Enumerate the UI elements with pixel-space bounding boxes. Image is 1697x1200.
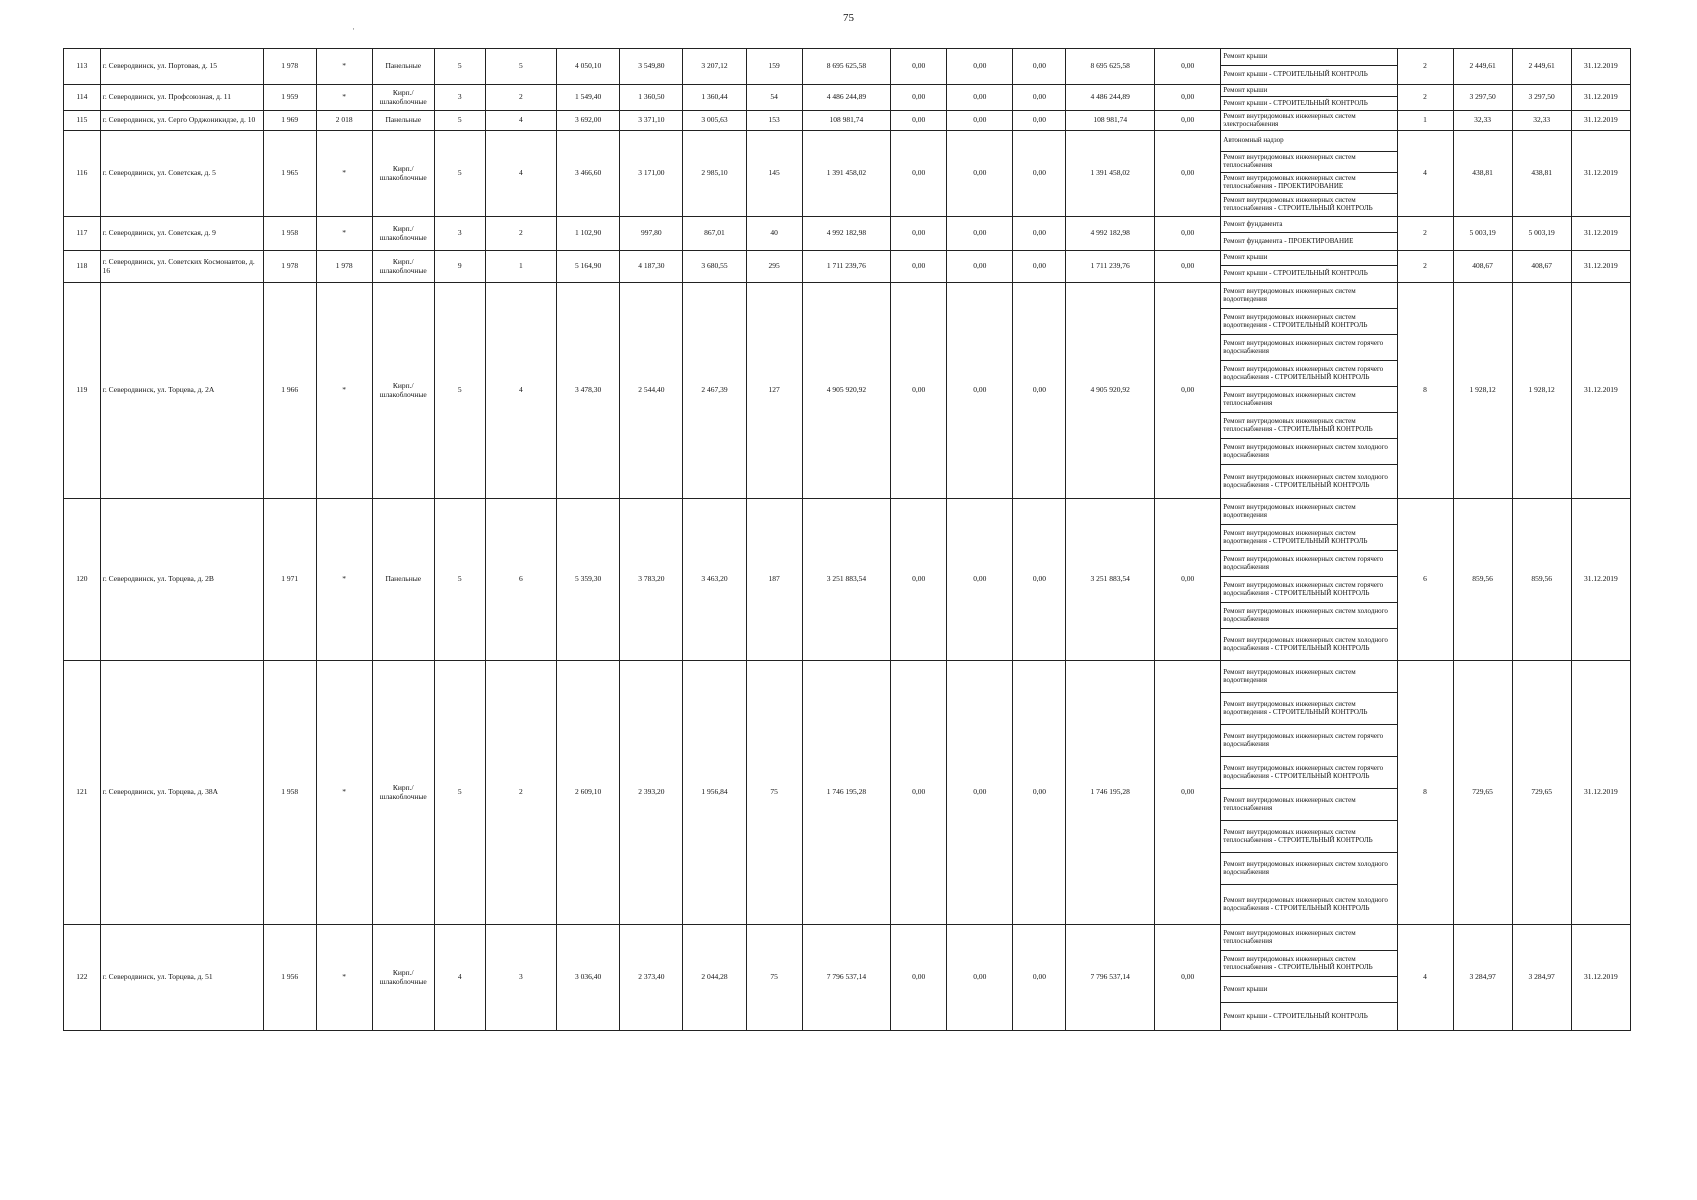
premises-area-cell: 3 783,20 [620, 499, 683, 661]
premises-area-cell: 3 171,00 [620, 131, 683, 217]
deadline-cell: 31.12.2019 [1571, 111, 1630, 131]
unit-cost-limit-cell: 3 297,50 [1512, 85, 1571, 111]
fund-municipal-cell: 0,00 [1013, 283, 1066, 499]
works-count-cell: 2 [1397, 251, 1453, 283]
fund-owners-cell: 1 746 195,28 [1066, 661, 1155, 925]
total-area-cell: 3 036,40 [557, 925, 620, 1031]
page-number: 75 [843, 12, 854, 24]
table-row [64, 131, 1631, 217]
unit-cost-cell: 3 284,97 [1453, 925, 1512, 1031]
fund-owners-cell: 4 905 920,92 [1066, 283, 1155, 499]
floors-cell: 4 [434, 925, 485, 1031]
fund-regional-cell: 0,00 [947, 661, 1013, 925]
total-area-cell: 2 609,10 [557, 661, 620, 925]
year-reconstruction-cell: * [316, 217, 372, 251]
fund-regional-cell: 0,00 [947, 131, 1013, 217]
fund-regional-cell: 0,00 [947, 251, 1013, 283]
fund-other-cell: 0,00 [1155, 49, 1221, 85]
entrances-cell: 2 [485, 217, 556, 251]
fund-municipal-cell: 0,00 [1013, 131, 1066, 217]
residents-cell: 159 [746, 49, 802, 85]
works-count-cell: 8 [1397, 661, 1453, 925]
year-built-cell: 1 958 [263, 661, 316, 925]
work-item: Ремонт крыши [1221, 49, 1396, 66]
work-item: Ремонт внутридомовых инженерных систем водоотведения - СТРОИТЕЛЬНЫЙ КОНТРОЛЬ [1221, 693, 1396, 725]
premises-area-cell: 2 393,20 [620, 661, 683, 925]
works-count-cell: 4 [1397, 131, 1453, 217]
floors-cell: 3 [434, 85, 485, 111]
total-area-cell: 3 466,60 [557, 131, 620, 217]
works-count-cell: 2 [1397, 85, 1453, 111]
fund-other-cell: 0,00 [1155, 661, 1221, 925]
cost-total-cell: 8 695 625,58 [802, 49, 891, 85]
unit-cost-cell: 408,67 [1453, 251, 1512, 283]
address-cell: г. Северодвинск, ул. Советская, д. 5 [100, 131, 263, 217]
cost-total-cell: 4 486 244,89 [802, 85, 891, 111]
year-reconstruction-cell: * [316, 661, 372, 925]
premises-area-cell: 1 360,50 [620, 85, 683, 111]
work-item: Ремонт внутридомовых инженерных систем теплоснабжения [1221, 925, 1396, 951]
fund-federal-cell: 0,00 [891, 85, 947, 111]
table-row [64, 217, 1631, 251]
unit-cost-limit-cell: 1 928,12 [1512, 283, 1571, 499]
residential-area-cell: 3 463,20 [683, 499, 746, 661]
year-built-cell: 1 971 [263, 499, 316, 661]
unit-cost-limit-cell: 3 284,97 [1512, 925, 1571, 1031]
residents-cell: 295 [746, 251, 802, 283]
floors-cell: 5 [434, 283, 485, 499]
unit-cost-limit-cell: 5 003,19 [1512, 217, 1571, 251]
total-area-cell: 3 692,00 [557, 111, 620, 131]
floors-cell: 5 [434, 499, 485, 661]
work-item: Ремонт фундамента [1221, 217, 1396, 233]
works-count-cell: 4 [1397, 925, 1453, 1031]
works-list-cell [1221, 131, 1397, 217]
floors-cell: 5 [434, 661, 485, 925]
address-cell: г. Северодвинск, ул. Торцева, д. 38А [100, 661, 263, 925]
entrances-cell: 5 [485, 49, 556, 85]
fund-regional-cell: 0,00 [947, 925, 1013, 1031]
unit-cost-limit-cell: 2 449,61 [1512, 49, 1571, 85]
year-reconstruction-cell: * [316, 925, 372, 1031]
cost-total-cell: 1 711 239,76 [802, 251, 891, 283]
work-item: Ремонт внутридомовых инженерных систем холодного водоснабжения [1221, 603, 1396, 629]
work-item: Ремонт внутридомовых инженерных систем водоотведения [1221, 283, 1396, 309]
total-area-cell: 1 102,90 [557, 217, 620, 251]
residential-area-cell: 2 985,10 [683, 131, 746, 217]
fund-municipal-cell: 0,00 [1013, 251, 1066, 283]
total-area-cell: 5 359,30 [557, 499, 620, 661]
table-row [64, 85, 1631, 111]
work-item: Ремонт крыши - СТРОИТЕЛЬНЫЙ КОНТРОЛЬ [1223, 70, 1368, 79]
work-item: Ремонт внутридомовых инженерных систем холодного водоснабжения - СТРОИТЕЛЬНЫЙ КОНТРОЛЬ [1223, 472, 1388, 489]
work-item: Ремонт внутридомовых инженерных систем холодного водоснабжения - СТРОИТЕЛЬНЫЙ КОНТРОЛЬ [1223, 635, 1388, 652]
fund-regional-cell: 0,00 [947, 49, 1013, 85]
work-item: Ремонт крыши [1221, 85, 1396, 97]
works-count-cell: 8 [1397, 283, 1453, 499]
work-item: Ремонт внутридомовых инженерных систем горячего водоснабжения - СТРОИТЕЛЬНЫЙ КОНТРОЛЬ [1221, 577, 1396, 603]
works-count-cell: 6 [1397, 499, 1453, 661]
fund-municipal-cell: 0,00 [1013, 111, 1066, 131]
unit-cost-limit-cell: 408,67 [1512, 251, 1571, 283]
fund-municipal-cell: 0,00 [1013, 925, 1066, 1031]
cost-total-cell: 108 981,74 [802, 111, 891, 131]
year-reconstruction-cell: * [316, 283, 372, 499]
address-cell: г. Северодвинск, ул. Торцева, д. 2А [100, 283, 263, 499]
floors-cell: 9 [434, 251, 485, 283]
table-row [64, 925, 1631, 1031]
fund-regional-cell: 0,00 [947, 499, 1013, 661]
work-item: Ремонт внутридомовых инженерных систем теплоснабжения [1221, 789, 1396, 821]
year-built-cell: 1 978 [263, 251, 316, 283]
work-item: Ремонт внутридомовых инженерных систем теплоснабжения - СТРОИТЕЛЬНЫЙ КОНТРОЛЬ [1221, 413, 1396, 439]
fund-owners-cell: 3 251 883,54 [1066, 499, 1155, 661]
entrances-cell: 2 [485, 661, 556, 925]
fund-other-cell: 0,00 [1155, 283, 1221, 499]
premises-area-cell: 4 187,30 [620, 251, 683, 283]
entrances-cell: 2 [485, 85, 556, 111]
wall-material-cell: Кирп./ шлакоблочные [372, 131, 434, 217]
unit-cost-cell: 1 928,12 [1453, 283, 1512, 499]
year-reconstruction-cell: * [316, 499, 372, 661]
total-area-cell: 3 478,30 [557, 283, 620, 499]
residents-cell: 54 [746, 85, 802, 111]
row-number: 115 [64, 111, 101, 131]
year-reconstruction-cell: 2 018 [316, 111, 372, 131]
fund-owners-cell: 4 486 244,89 [1066, 85, 1155, 111]
fund-owners-cell: 4 992 182,98 [1066, 217, 1155, 251]
work-item: Ремонт внутридомовых инженерных систем горячего водоснабжения [1221, 551, 1396, 577]
works-count-cell: 2 [1397, 217, 1453, 251]
row-number: 120 [64, 499, 101, 661]
floors-cell: 5 [434, 131, 485, 217]
works-list-cell [1221, 283, 1397, 499]
year-reconstruction-cell: * [316, 85, 372, 111]
residential-area-cell: 1 360,44 [683, 85, 746, 111]
residential-area-cell: 867,01 [683, 217, 746, 251]
fund-regional-cell: 0,00 [947, 217, 1013, 251]
address-cell: г. Северодвинск, ул. Советская, д. 9 [100, 217, 263, 251]
works-count-cell: 2 [1397, 49, 1453, 85]
works-list-cell [1221, 217, 1397, 251]
table-row [64, 499, 1631, 661]
table-row [64, 251, 1631, 283]
fund-other-cell: 0,00 [1155, 85, 1221, 111]
unit-cost-cell: 438,81 [1453, 131, 1512, 217]
cost-total-cell: 1 746 195,28 [802, 661, 891, 925]
row-number: 113 [64, 49, 101, 85]
fund-municipal-cell: 0,00 [1013, 661, 1066, 925]
fund-regional-cell: 0,00 [947, 111, 1013, 131]
work-item: Ремонт внутридомовых инженерных систем горячего водоснабжения - СТРОИТЕЛЬНЫЙ КОНТРОЛЬ [1221, 361, 1396, 387]
unit-cost-cell: 3 297,50 [1453, 85, 1512, 111]
floors-cell: 5 [434, 49, 485, 85]
residents-cell: 75 [746, 661, 802, 925]
residential-area-cell: 3 207,12 [683, 49, 746, 85]
entrances-cell: 1 [485, 251, 556, 283]
deadline-cell: 31.12.2019 [1571, 661, 1630, 925]
wall-material-cell: Кирп./ шлакоблочные [372, 925, 434, 1031]
fund-other-cell: 0,00 [1155, 131, 1221, 217]
address-cell: г. Северодвинск, ул. Торцева, д. 51 [100, 925, 263, 1031]
work-item: Ремонт внутридомовых инженерных систем водоотведения - СТРОИТЕЛЬНЫЙ КОНТРОЛЬ [1221, 309, 1396, 335]
residents-cell: 153 [746, 111, 802, 131]
fund-federal-cell: 0,00 [891, 49, 947, 85]
fund-federal-cell: 0,00 [891, 111, 947, 131]
row-number: 118 [64, 251, 101, 283]
table-body [64, 49, 1631, 1031]
row-number: 114 [64, 85, 101, 111]
works-list-cell [1221, 661, 1397, 925]
floors-cell: 3 [434, 217, 485, 251]
wall-material-cell: Панельные [372, 111, 434, 131]
work-item: Ремонт внутридомовых инженерных систем холодного водоснабжения [1221, 439, 1396, 465]
table-row [64, 49, 1631, 85]
works-list-cell [1221, 925, 1397, 1031]
fund-owners-cell: 8 695 625,58 [1066, 49, 1155, 85]
fund-other-cell: 0,00 [1155, 925, 1221, 1031]
address-cell: г. Северодвинск, ул. Советских Космонавтов, д. 16 [100, 251, 263, 283]
works-list-cell [1221, 111, 1397, 131]
work-item: Ремонт внутридомовых инженерных систем теплоснабжения [1221, 387, 1396, 413]
fund-owners-cell: 7 796 537,14 [1066, 925, 1155, 1031]
work-item: Ремонт внутридомовых инженерных систем водоотведения [1221, 661, 1396, 693]
cost-total-cell: 7 796 537,14 [802, 925, 891, 1031]
year-built-cell: 1 966 [263, 283, 316, 499]
deadline-cell: 31.12.2019 [1571, 251, 1630, 283]
fund-regional-cell: 0,00 [947, 85, 1013, 111]
deadline-cell: 31.12.2019 [1571, 499, 1630, 661]
repair-program-table [63, 48, 1631, 1031]
premises-area-cell: 2 544,40 [620, 283, 683, 499]
wall-material-cell: Панельные [372, 499, 434, 661]
wall-material-cell: Кирп./ шлакоблочные [372, 217, 434, 251]
work-item: Ремонт внутридомовых инженерных систем теплоснабжения - СТРОИТЕЛЬНЫЙ КОНТРОЛЬ [1221, 821, 1396, 853]
fund-municipal-cell: 0,00 [1013, 85, 1066, 111]
residential-area-cell: 3 005,63 [683, 111, 746, 131]
residential-area-cell: 3 680,55 [683, 251, 746, 283]
scan-artifact-mark: · [352, 24, 355, 34]
fund-federal-cell: 0,00 [891, 499, 947, 661]
work-item: Ремонт внутридомовых инженерных систем теплоснабжения - СТРОИТЕЛЬНЫЙ КОНТРОЛЬ [1223, 196, 1373, 212]
work-item: Ремонт крыши - СТРОИТЕЛЬНЫЙ КОНТРОЛЬ [1223, 269, 1368, 278]
premises-area-cell: 2 373,40 [620, 925, 683, 1031]
total-area-cell: 1 549,40 [557, 85, 620, 111]
fund-owners-cell: 1 711 239,76 [1066, 251, 1155, 283]
work-item: Ремонт крыши - СТРОИТЕЛЬНЫЙ КОНТРОЛЬ [1223, 1011, 1368, 1020]
deadline-cell: 31.12.2019 [1571, 49, 1630, 85]
fund-federal-cell: 0,00 [891, 131, 947, 217]
table-row [64, 111, 1631, 131]
fund-owners-cell: 1 391 458,02 [1066, 131, 1155, 217]
row-number: 122 [64, 925, 101, 1031]
residents-cell: 40 [746, 217, 802, 251]
works-list-cell [1221, 251, 1397, 283]
work-item: Ремонт внутридомовых инженерных систем теплоснабжения [1221, 152, 1396, 173]
work-item: Ремонт внутридомовых инженерных систем холодного водоснабжения - СТРОИТЕЛЬНЫЙ КОНТРОЛЬ [1223, 895, 1388, 912]
fund-municipal-cell: 0,00 [1013, 49, 1066, 85]
address-cell: г. Северодвинск, ул. Профсоюзная, д. 11 [100, 85, 263, 111]
work-item: Ремонт внутридомовых инженерных систем холодного водоснабжения [1221, 853, 1396, 885]
entrances-cell: 4 [485, 131, 556, 217]
residents-cell: 75 [746, 925, 802, 1031]
work-item: Ремонт фундамента - ПРОЕКТИРОВАНИЕ [1223, 236, 1354, 245]
residential-area-cell: 1 956,84 [683, 661, 746, 925]
fund-federal-cell: 0,00 [891, 251, 947, 283]
table-row [64, 283, 1631, 499]
works-list-cell [1221, 85, 1397, 111]
row-number: 119 [64, 283, 101, 499]
work-item: Ремонт внутридомовых инженерных систем водоотведения - СТРОИТЕЛЬНЫЙ КОНТРОЛЬ [1221, 525, 1396, 551]
table-row [64, 661, 1631, 925]
wall-material-cell: Панельные [372, 49, 434, 85]
deadline-cell: 31.12.2019 [1571, 131, 1630, 217]
unit-cost-limit-cell: 32,33 [1512, 111, 1571, 131]
fund-other-cell: 0,00 [1155, 217, 1221, 251]
unit-cost-limit-cell: 859,56 [1512, 499, 1571, 661]
entrances-cell: 4 [485, 111, 556, 131]
premises-area-cell: 3 371,10 [620, 111, 683, 131]
year-reconstruction-cell: 1 978 [316, 251, 372, 283]
deadline-cell: 31.12.2019 [1571, 85, 1630, 111]
work-item: Ремонт внутридомовых инженерных систем теплоснабжения - СТРОИТЕЛЬНЫЙ КОНТРОЛЬ [1221, 951, 1396, 977]
fund-federal-cell: 0,00 [891, 283, 947, 499]
unit-cost-cell: 32,33 [1453, 111, 1512, 131]
fund-regional-cell: 0,00 [947, 283, 1013, 499]
year-built-cell: 1 965 [263, 131, 316, 217]
fund-federal-cell: 0,00 [891, 661, 947, 925]
year-built-cell: 1 956 [263, 925, 316, 1031]
works-list-cell [1221, 499, 1397, 661]
deadline-cell: 31.12.2019 [1571, 283, 1630, 499]
year-built-cell: 1 959 [263, 85, 316, 111]
premises-area-cell: 997,80 [620, 217, 683, 251]
work-item: Ремонт внутридомовых инженерных систем теплоснабжения - ПРОЕКТИРОВАНИЕ [1221, 173, 1396, 194]
entrances-cell: 4 [485, 283, 556, 499]
fund-municipal-cell: 0,00 [1013, 217, 1066, 251]
year-reconstruction-cell: * [316, 49, 372, 85]
cost-total-cell: 4 905 920,92 [802, 283, 891, 499]
residents-cell: 187 [746, 499, 802, 661]
residential-area-cell: 2 044,28 [683, 925, 746, 1031]
work-item: Ремонт крыши [1221, 977, 1396, 1003]
residential-area-cell: 2 467,39 [683, 283, 746, 499]
total-area-cell: 4 050,10 [557, 49, 620, 85]
unit-cost-cell: 2 449,61 [1453, 49, 1512, 85]
year-built-cell: 1 978 [263, 49, 316, 85]
residents-cell: 127 [746, 283, 802, 499]
cost-total-cell: 1 391 458,02 [802, 131, 891, 217]
floors-cell: 5 [434, 111, 485, 131]
work-item: Ремонт внутридомовых инженерных систем горячего водоснабжения [1221, 725, 1396, 757]
unit-cost-cell: 5 003,19 [1453, 217, 1512, 251]
works-list-cell [1221, 49, 1397, 85]
fund-other-cell: 0,00 [1155, 251, 1221, 283]
fund-municipal-cell: 0,00 [1013, 499, 1066, 661]
work-item: Ремонт крыши [1221, 251, 1396, 266]
wall-material-cell: Кирп./ шлакоблочные [372, 661, 434, 925]
cost-total-cell: 3 251 883,54 [802, 499, 891, 661]
fund-other-cell: 0,00 [1155, 111, 1221, 131]
deadline-cell: 31.12.2019 [1571, 217, 1630, 251]
fund-owners-cell: 108 981,74 [1066, 111, 1155, 131]
unit-cost-cell: 859,56 [1453, 499, 1512, 661]
entrances-cell: 3 [485, 925, 556, 1031]
wall-material-cell: Кирп./ шлакоблочные [372, 251, 434, 283]
unit-cost-limit-cell: 438,81 [1512, 131, 1571, 217]
cost-total-cell: 4 992 182,98 [802, 217, 891, 251]
work-item: Ремонт внутридомовых инженерных систем горячего водоснабжения - СТРОИТЕЛЬНЫЙ КОНТРОЛЬ [1221, 757, 1396, 789]
row-number: 116 [64, 131, 101, 217]
work-item: Ремонт внутридомовых инженерных систем водоотведения [1221, 499, 1396, 525]
fund-federal-cell: 0,00 [891, 925, 947, 1031]
fund-federal-cell: 0,00 [891, 217, 947, 251]
premises-area-cell: 3 549,80 [620, 49, 683, 85]
year-built-cell: 1 958 [263, 217, 316, 251]
total-area-cell: 5 164,90 [557, 251, 620, 283]
row-number: 117 [64, 217, 101, 251]
address-cell: г. Северодвинск, ул. Серго Орджоникидзе, д. 10 [100, 111, 263, 131]
work-item: Автономный надзор [1221, 131, 1396, 152]
work-item: Ремонт крыши - СТРОИТЕЛЬНЫЙ КОНТРОЛЬ [1223, 98, 1368, 107]
wall-material-cell: Кирп./ шлакоблочные [372, 85, 434, 111]
row-number: 121 [64, 661, 101, 925]
address-cell: г. Северодвинск, ул. Портовая, д. 15 [100, 49, 263, 85]
year-built-cell: 1 969 [263, 111, 316, 131]
residents-cell: 145 [746, 131, 802, 217]
fund-other-cell: 0,00 [1155, 499, 1221, 661]
unit-cost-cell: 729,65 [1453, 661, 1512, 925]
unit-cost-limit-cell: 729,65 [1512, 661, 1571, 925]
address-cell: г. Северодвинск, ул. Торцева, д. 2В [100, 499, 263, 661]
entrances-cell: 6 [485, 499, 556, 661]
works-count-cell: 1 [1397, 111, 1453, 131]
work-item: Ремонт внутридомовых инженерных систем электроснабжения [1223, 111, 1356, 128]
deadline-cell: 31.12.2019 [1571, 925, 1630, 1031]
year-reconstruction-cell: * [316, 131, 372, 217]
wall-material-cell: Кирп./ шлакоблочные [372, 283, 434, 499]
work-item: Ремонт внутридомовых инженерных систем горячего водоснабжения [1221, 335, 1396, 361]
